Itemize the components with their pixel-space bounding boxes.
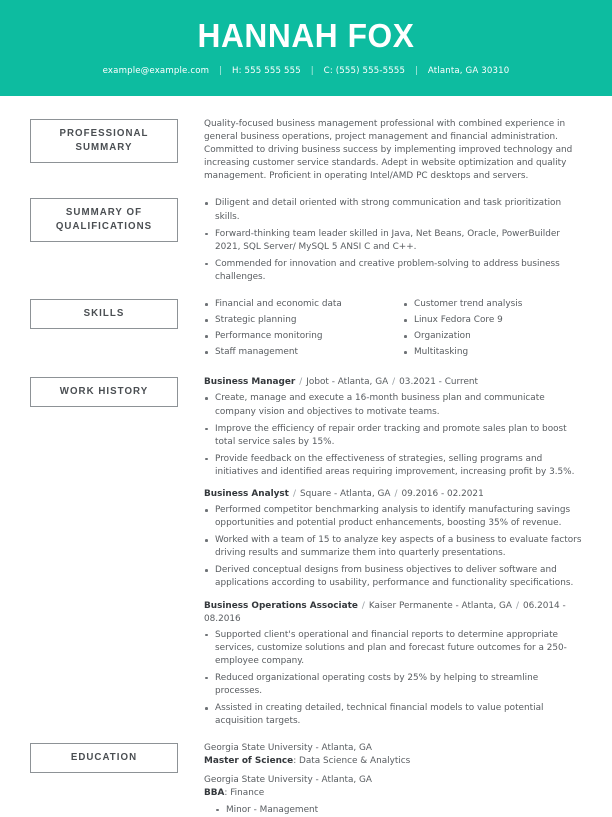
qualifications-list	[204, 197, 582, 284]
job-separator: /	[515, 600, 519, 611]
list-item: Diligent and detail oriented with strong communication and task prioritization skills.	[204, 197, 582, 223]
section-content	[178, 376, 582, 728]
section-heading-education: EDUCATION	[30, 743, 178, 773]
list-item: Financial and economic data	[204, 298, 393, 311]
work-history-entry	[204, 600, 582, 729]
section-label-wrap	[30, 376, 178, 407]
contact-line	[0, 65, 612, 77]
section-content	[178, 118, 582, 183]
job-title: Business Analyst	[204, 488, 289, 499]
list-item: Customer trend analysis	[403, 298, 582, 311]
job-separator: /	[394, 488, 398, 499]
job-title: Business Manager	[204, 377, 296, 388]
education-degree-field: : Data Science & Analytics	[293, 755, 411, 766]
skills-column-right	[393, 298, 582, 362]
work-history-entry	[204, 488, 582, 591]
job-company: Kaiser Permanente - Atlanta, GA	[368, 600, 512, 611]
contact-location: Atlanta, GA 30310	[427, 66, 510, 76]
job-dates: 09.2016 - 02.2021	[401, 488, 484, 499]
list-item: Performed competitor benchmarking analysis to identify manufacturing savings opportunities and potential product enhancements, boosting 35% of revenue.	[204, 504, 582, 530]
list-item: Provide feedback on the effectiveness of strategies, selling programs and initiatives and identified areas requiring improvement, increasing profit by 3.5%.	[204, 453, 582, 479]
skills-list-left	[204, 298, 393, 359]
contact-phone-home[interactable]: H: 555 555 555	[231, 66, 301, 76]
list-item: Derived conceptual designs from business objectives to deliver software and applications according to usability, performance and functionality specifications.	[204, 564, 582, 590]
education-degree-label: BBA	[204, 787, 225, 798]
education-bullets	[204, 804, 582, 817]
job-dates: 06.2014 - 08.2016	[204, 600, 566, 624]
job-company: Square - Atlanta, GA	[299, 488, 391, 499]
list-item: Staff management	[204, 346, 393, 359]
resume-header	[0, 0, 612, 96]
section-work-history	[30, 376, 582, 728]
education-degree-field: : Finance	[224, 787, 265, 798]
job-header	[204, 600, 582, 626]
section-heading-work-history: WORK HISTORY	[30, 377, 178, 407]
job-title: Business Operations Associate	[204, 600, 358, 611]
education-degree-label: Master of Science	[204, 755, 294, 766]
skills-column-left	[204, 298, 393, 362]
section-skills	[30, 298, 582, 362]
contact-phone-cell[interactable]: C: (555) 555-5555	[323, 66, 406, 76]
section-professional-summary	[30, 118, 582, 183]
skills-columns	[204, 298, 582, 362]
list-item: Create, manage and execute a 16-month business plan and communicate company vision and objectives to motivate teams.	[204, 392, 582, 418]
section-content	[178, 742, 582, 816]
contact-separator: |	[219, 66, 223, 76]
contact-separator: |	[414, 66, 419, 76]
education-entry	[204, 742, 582, 767]
contact-email[interactable]: example@example.com	[102, 66, 210, 76]
section-label-wrap	[30, 298, 178, 329]
section-content	[178, 298, 582, 362]
list-item: Organization	[403, 330, 582, 343]
education-entry	[204, 774, 582, 816]
list-item: Reduced organizational operating costs by 25% by helping to streamline processes.	[204, 672, 582, 698]
section-content	[178, 197, 582, 284]
list-item: Performance monitoring	[204, 330, 393, 343]
list-item: Minor - Management	[215, 804, 582, 817]
education-school: Georgia State University - Atlanta, GA	[204, 743, 372, 754]
section-summary-of-qualifications	[30, 197, 582, 284]
section-heading-skills: SKILLS	[30, 299, 178, 329]
professional-summary-text: Quality-focused business management professional with combined experience in general business operations, project management and financial administration. Committed to driving business success by implementing improved technology and increasing customer service standards. Adept in website optimization and quality management. Proficient in operating Intel/AMD PC desktops and servers.	[204, 119, 573, 182]
job-separator: /	[299, 377, 303, 388]
education-school: Georgia State University - Atlanta, GA	[204, 775, 372, 786]
job-dates: 03.2021 - Current	[399, 377, 479, 388]
section-label-wrap	[30, 118, 178, 163]
section-label-wrap	[30, 197, 178, 242]
section-education	[30, 742, 582, 816]
job-bullets	[204, 629, 582, 729]
page-title: HANNAH FOX	[197, 17, 415, 54]
list-item: Linux Fedora Core 9	[403, 314, 582, 327]
list-item: Multitasking	[403, 346, 582, 359]
contact-separator: |	[310, 66, 314, 76]
job-bullets	[204, 392, 582, 479]
section-label-wrap	[30, 742, 178, 773]
resume-body	[0, 96, 612, 817]
job-header	[204, 376, 582, 389]
list-item: Supported client's operational and financial reports to determine appropriate services, customize solutions and plan and forecast future outcomes for a 250-employee company.	[204, 629, 582, 668]
section-heading-summary-of-qualifications: SUMMARY OF QUALIFICATIONS	[30, 198, 178, 242]
education-degree	[204, 787, 582, 800]
list-item: Forward-thinking team leader skilled in Java, Net Beans, Oracle, PowerBuilder 2021, SQL Server/ MySQL 5 ANSI C and C++.	[204, 228, 582, 254]
skills-list-right	[403, 298, 582, 359]
job-separator: /	[292, 488, 296, 499]
job-separator: /	[361, 600, 365, 611]
section-heading-professional-summary: PROFESSIONAL SUMMARY	[30, 119, 178, 163]
job-header	[204, 488, 582, 501]
work-history-entry	[204, 376, 582, 479]
list-item: Worked with a team of 15 to analyze key aspects of a business to evaluate factors driving results and summarize them into quarterly presentations.	[204, 534, 582, 560]
job-bullets	[204, 504, 582, 591]
job-separator: /	[392, 377, 396, 388]
list-item: Improve the efficiency of repair order tracking and promote sales plan to boost total service sales by 15%.	[204, 423, 582, 449]
list-item: Commended for innovation and creative problem-solving to address business challenges.	[204, 258, 582, 284]
list-item: Assisted in creating detailed, technical financial models to value potential acquisition targets.	[204, 702, 582, 728]
education-degree	[204, 755, 582, 768]
list-item: Strategic planning	[204, 314, 393, 327]
job-company: Jobot - Atlanta, GA	[306, 377, 389, 388]
